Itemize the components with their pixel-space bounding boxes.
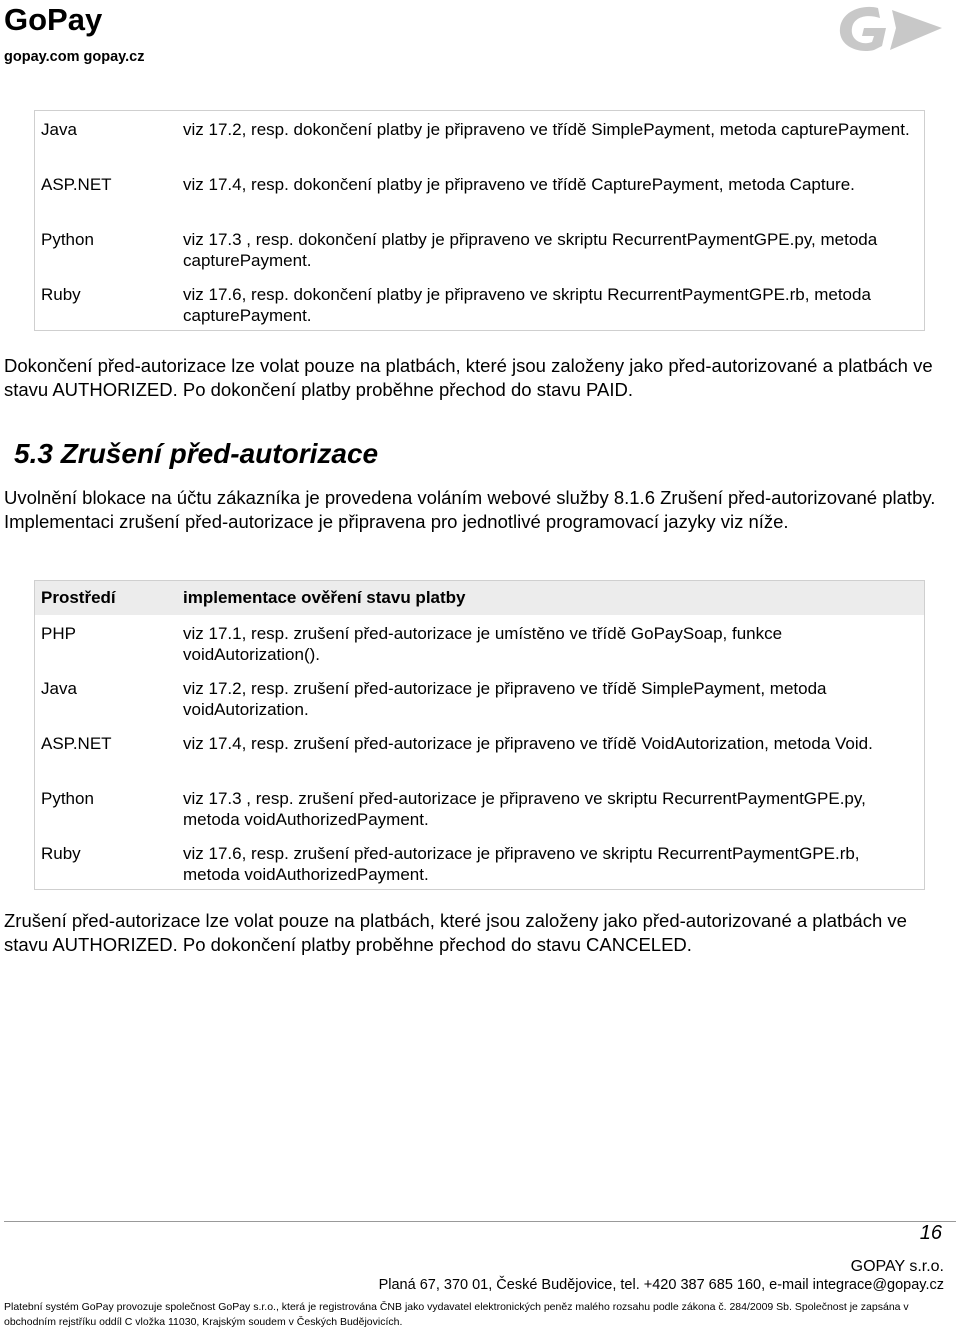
page-number: 16: [919, 1222, 942, 1244]
table-row: [35, 166, 925, 221]
env-cell: PHP: [41, 623, 76, 643]
footer-legal: Platební systém GoPay provozuje společnost GoPay s.r.o., která je registrována ČNB jako vydavatel elektronických peněz malého rozsahu podle zákona č. 284/2009 Sb. Společnost je zapsána v obchodním rejstříku oddíl C vložka 11030, Krajským soudem v Českých Budějovicích.: [4, 1301, 909, 1328]
env-cell: Ruby: [41, 843, 81, 863]
capture-paragraph: Dokončení před-autorizace lze volat pouze na platbách, které jsou založeny jako před-autorizované a platbách ve stavu AUTHORIZED. Po dokončení platby proběhne přechod do stavu PAID.: [4, 355, 933, 400]
desc-cell: viz 17.4, resp. dokončení platby je připraveno ve třídě CapturePayment, metoda Capture.: [183, 174, 855, 194]
table-header-row: [35, 581, 925, 615]
desc-cell: viz 17.4, resp. zrušení před-autorizace je připraveno ve třídě VoidAutorization, metoda Void.: [183, 733, 873, 753]
env-cell: Java: [41, 678, 77, 698]
env-cell: Java: [41, 120, 77, 139]
desc-cell: viz 17.6, resp. dokončení platby je připraveno ve skriptu RecurrentPaymentGPE.rb, metoda capturePayment.: [183, 284, 871, 325]
void-table: [34, 580, 925, 890]
env-cell: ASP.NET: [41, 174, 112, 194]
table-row: [35, 670, 925, 725]
header-desc: implementace ověření stavu platby: [177, 581, 925, 615]
desc-cell: viz 17.3 , resp. dokončení platby je připraveno ve skriptu RecurrentPaymentGPE.py, metoda capturePayment.: [183, 229, 878, 270]
desc-cell: viz 17.6, resp. zrušení před-autorizace je připraveno ve skriptu RecurrentPaymentGPE.rb, metoda voidAuthorizedPayment.: [183, 843, 860, 884]
capture-table: [34, 110, 925, 331]
desc-cell: viz 17.1, resp. zrušení před-autorizace je umístěno ve třídě GoPaySoap, funkce voidAutorization().: [183, 623, 783, 664]
env-cell: Ruby: [41, 284, 81, 304]
table-row: [35, 221, 925, 276]
table-row: [35, 780, 925, 835]
table-row: [35, 276, 925, 331]
brand-title: GoPay: [4, 2, 103, 37]
gopay-g-logo-icon: [834, 0, 944, 56]
desc-cell: viz 17.2, resp. dokončení platby je připraveno ve třídě SimplePayment, metoda capturePayment.: [183, 120, 910, 139]
table-row: [35, 615, 925, 670]
table-row: [35, 725, 925, 780]
env-cell: Python: [41, 788, 94, 808]
table-row: [35, 111, 925, 166]
brand-domains: gopay.com gopay.cz: [4, 49, 145, 65]
footer-divider: [4, 1221, 956, 1222]
void-intro-paragraph: Uvolnění blokace na účtu zákazníka je provedena voláním webové služby 8.1.6 Zrušení před-autorizované platby. Implementaci zrušení před-autorizace je připravena pro jednotlivé programovací jazyky viz níže.: [4, 487, 936, 532]
void-paragraph: Zrušení před-autorizace lze volat pouze na platbách, které jsou založeny jako před-autorizované a platbách ve stavu AUTHORIZED. Po dokončení platby proběhne přechod do stavu CANCELED.: [4, 910, 907, 955]
table-row: [35, 835, 925, 890]
section-heading: 5.3 Zrušení před-autorizace: [14, 438, 379, 469]
footer-address: Planá 67, 370 01, České Budějovice, tel. +420 387 685 160, e-mail integrace@gopay.cz: [378, 1277, 944, 1293]
env-cell: ASP.NET: [41, 733, 112, 753]
desc-cell: viz 17.2, resp. zrušení před-autorizace je připraveno ve třídě SimplePayment, metoda voidAutorization.: [183, 678, 827, 719]
footer-company: GOPAY s.r.o.: [850, 1258, 944, 1275]
desc-cell: viz 17.3 , resp. zrušení před-autorizace je připraveno ve skriptu RecurrentPaymentGPE.py, metoda voidAuthorizedPayment.: [183, 788, 866, 829]
header-env: Prostředí: [35, 581, 178, 615]
env-cell: Python: [41, 229, 94, 249]
